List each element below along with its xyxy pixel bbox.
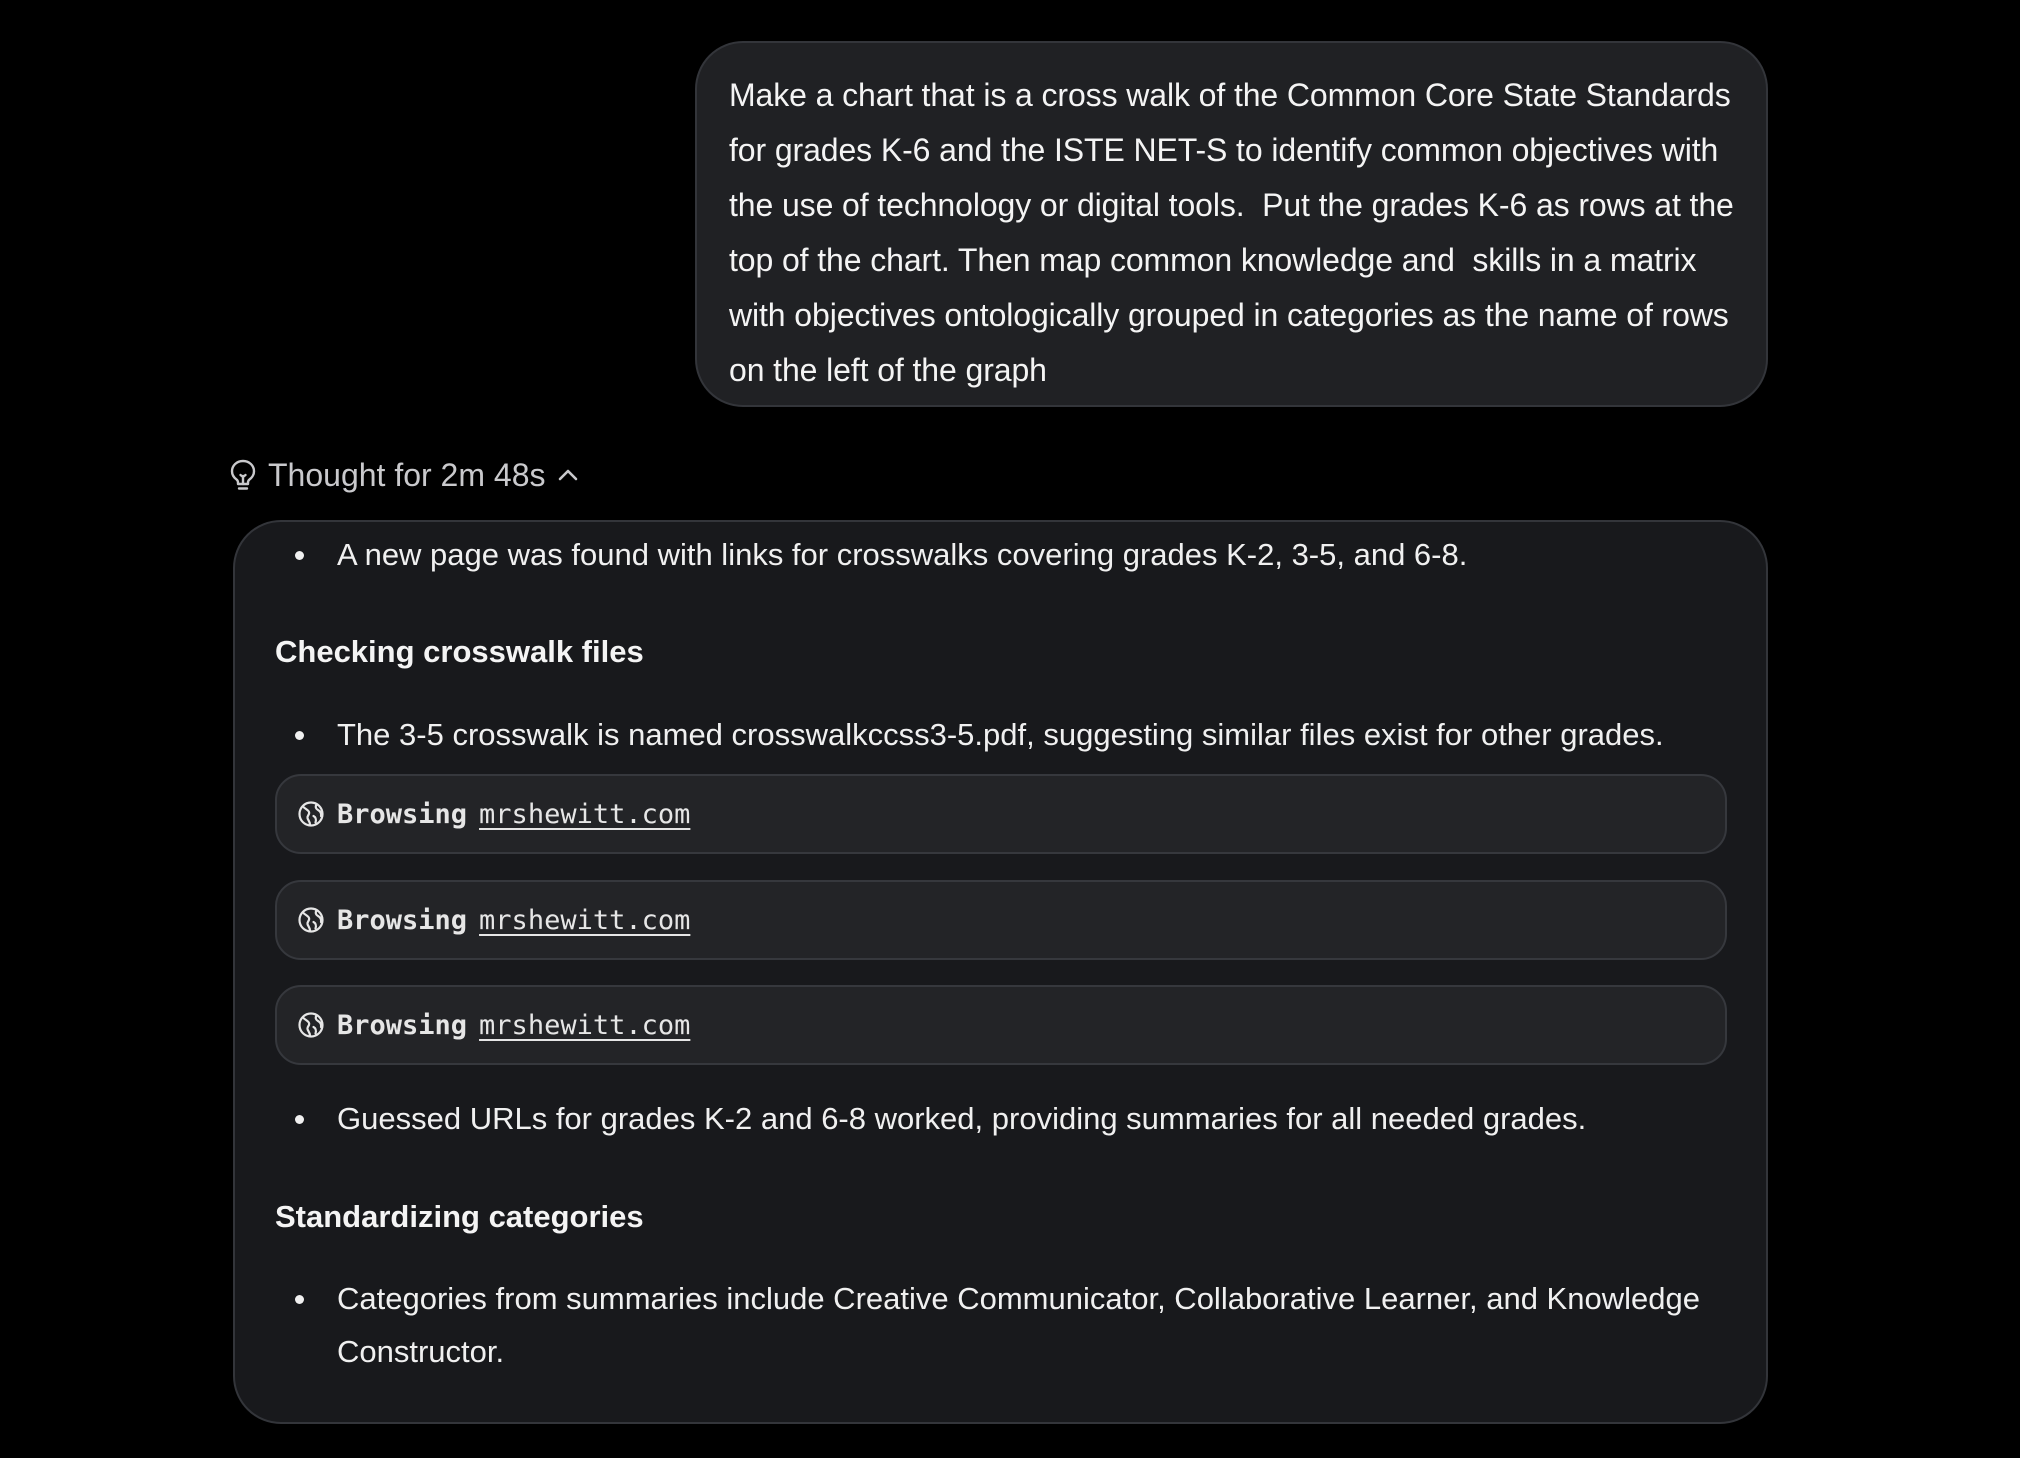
bullet-dot xyxy=(295,731,304,740)
list-item xyxy=(295,708,1735,761)
bullet-dot xyxy=(295,1115,304,1124)
browsing-label: Browsing xyxy=(337,1009,468,1041)
browsing-chip[interactable] xyxy=(275,880,1727,960)
browsing-chip[interactable] xyxy=(275,985,1727,1065)
bullet-dot xyxy=(295,551,304,560)
section-heading: Standardizing categories xyxy=(275,1199,644,1234)
browsing-label: Browsing xyxy=(337,798,468,830)
thought-duration-label: Thought for 2m 48s xyxy=(268,456,546,493)
thought-panel xyxy=(233,520,1768,1424)
list-item-text: Guessed URLs for grades K-2 and 6-8 worked, providing summaries for all needed grades. xyxy=(337,1101,1587,1136)
list-item xyxy=(295,1272,1735,1378)
bullet-dot xyxy=(295,1295,304,1304)
globe-icon xyxy=(297,1011,325,1039)
browsing-site-link[interactable]: mrshewitt.com xyxy=(479,1009,691,1041)
browsing-site-link[interactable]: mrshewitt.com xyxy=(479,904,691,936)
user-message-bubble: Make a chart that is a cross walk of the Common Core State Standards for grades K-6 and the ISTE NET-S to identify common objectives with the use of technology or digital tools. Put the grades K-6 as rows at the top of the chart. Then map common knowledge and skills in a matrix with objectives ontologically grouped in categories as the name of rows on the left of the graph xyxy=(695,41,1768,407)
list-item-text: Categories from summaries include Creative Communicator, Collaborative Learner, and Knowledge Constructor. xyxy=(337,1281,1700,1369)
browsing-site-link[interactable]: mrshewitt.com xyxy=(479,798,691,830)
lightbulb-icon xyxy=(228,458,258,492)
list-item-text: A new page was found with links for crosswalks covering grades K-2, 3-5, and 6-8. xyxy=(337,537,1468,572)
globe-icon xyxy=(297,906,325,934)
globe-icon xyxy=(297,800,325,828)
chevron-up-icon xyxy=(555,462,581,488)
browsing-label: Browsing xyxy=(337,904,468,936)
thought-toggle[interactable] xyxy=(228,452,581,498)
list-item-text: The 3-5 crosswalk is named crosswalkccss3-5.pdf, suggesting similar files exist for other grades. xyxy=(337,717,1664,752)
section-heading: Checking crosswalk files xyxy=(275,634,644,669)
browsing-chip[interactable] xyxy=(275,774,1727,854)
list-item xyxy=(295,528,1735,581)
list-item xyxy=(295,1092,1735,1145)
